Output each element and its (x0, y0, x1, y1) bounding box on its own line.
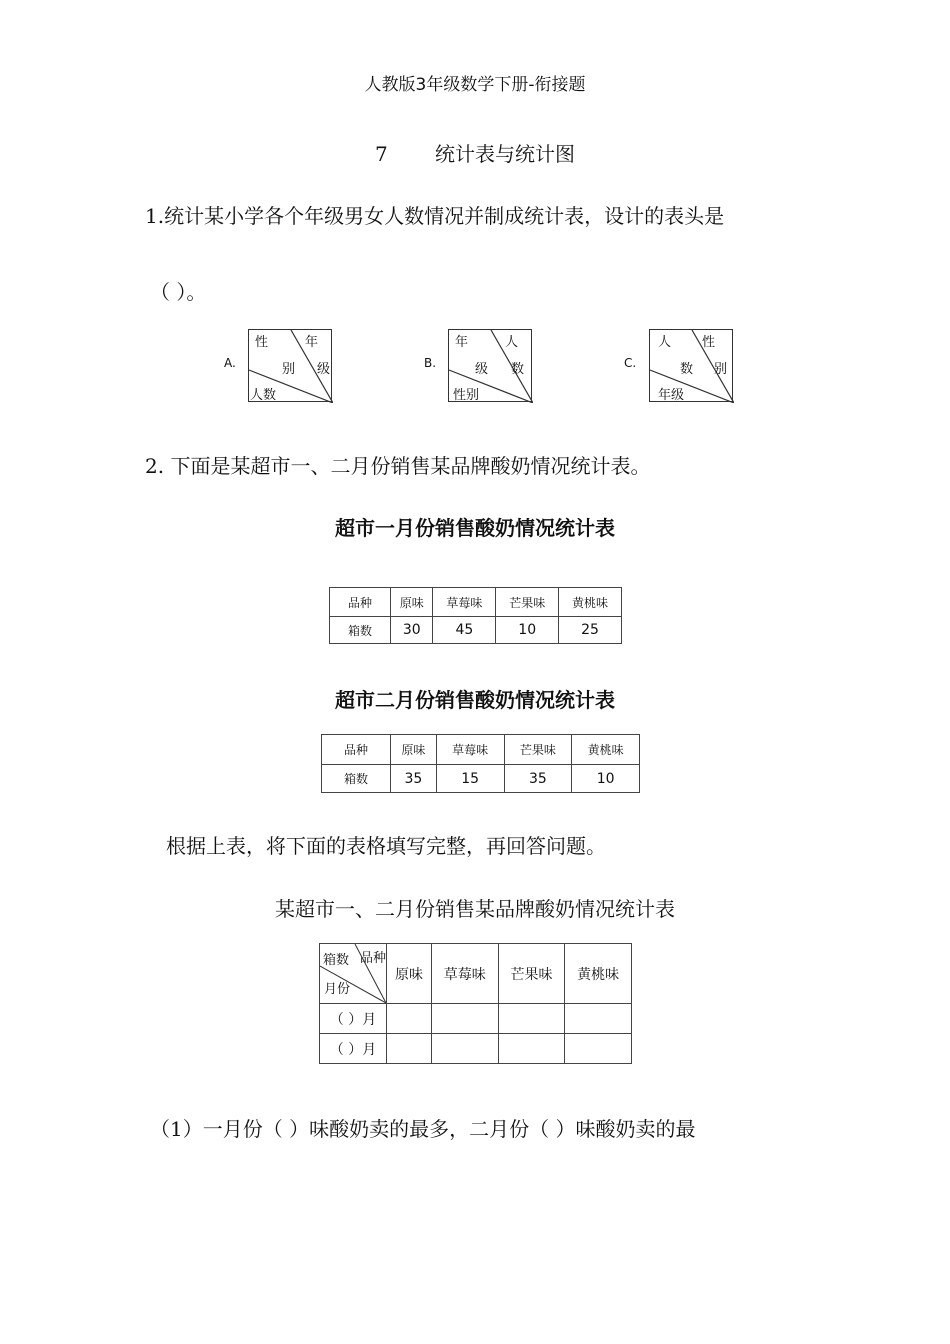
combined-month-label: （ ）月 (320, 1034, 387, 1064)
corner-top-right: 品种 (360, 951, 387, 966)
table-1-count-cell: 45 (433, 617, 496, 644)
option-b-header-box (448, 329, 532, 402)
page-header: 人教版3年级数学下册-衔接题 (364, 75, 586, 95)
table-2-title: 超市二月份销售酸奶情况统计表 (335, 688, 615, 712)
instruction-text: 根据上表，将下面的表格填写完整，再回答问题。 (166, 834, 606, 858)
section-number: 7 (375, 142, 388, 166)
corner-bottom: 月份 (324, 982, 351, 997)
option-a-label: A. (224, 356, 236, 370)
table-1-kind-label: 品种 (330, 588, 391, 617)
table-1-kind-cell: 原味 (391, 588, 433, 617)
option-a-header-box (248, 329, 332, 402)
table-1-count-cell: 30 (391, 617, 433, 644)
option-b-top-left: 年 (455, 335, 469, 350)
option-b-mid-right: 数 (511, 362, 525, 377)
section-heading (0, 138, 950, 167)
table-1-kind-cell: 草莓味 (433, 588, 496, 617)
table-1 (329, 587, 622, 644)
option-c-mid-left: 数 (680, 362, 694, 377)
option-b-label: B. (424, 356, 437, 370)
option-a-top-right: 年 (305, 335, 319, 350)
option-c-mid-right: 别 (714, 362, 728, 377)
option-a-mid-left: 别 (282, 362, 296, 377)
question-2-text: 2. 下面是某超市一、二月份销售某品牌酸奶情况统计表。 (145, 454, 651, 478)
combined-table-corner (320, 944, 387, 1004)
combined-kind-cell: 草莓味 (431, 944, 498, 1004)
option-b-bottom: 性别 (453, 388, 480, 403)
combined-empty-cell[interactable] (498, 1034, 565, 1064)
question-1-text: 1.统计某小学各个年级男女人数情况并制成统计表，设计的表头是 (145, 204, 725, 228)
option-b-mid-left: 级 (475, 362, 489, 377)
table-2-kind-cell: 原味 (391, 735, 437, 765)
table-2-kind-cell: 黄桃味 (572, 735, 640, 765)
table-1-count-label: 箱数 (330, 617, 391, 644)
combined-empty-cell[interactable] (565, 1034, 632, 1064)
table-2-count-label: 箱数 (322, 765, 391, 793)
table-2 (321, 734, 640, 793)
table-1-kind-cell: 芒果味 (496, 588, 559, 617)
combined-kind-cell: 原味 (387, 944, 432, 1004)
subquestion-1-text: （1）一月份（ ）味酸奶卖的最多，二月份（ ）味酸奶卖的最 (150, 1117, 696, 1141)
combined-empty-cell[interactable] (387, 1004, 432, 1034)
option-c-bottom: 年级 (658, 388, 685, 403)
combined-kind-cell: 芒果味 (498, 944, 565, 1004)
table-1-title: 超市一月份销售酸奶情况统计表 (335, 516, 615, 540)
corner-top-left: 箱数 (323, 953, 350, 968)
table-2-count-cell: 35 (391, 765, 437, 793)
option-a-mid-right: 级 (317, 362, 331, 377)
question-1-blank: （ ）。 (150, 280, 207, 304)
table-2-count-cell: 15 (436, 765, 504, 793)
combined-empty-cell[interactable] (431, 1034, 498, 1064)
table-2-count-cell: 10 (572, 765, 640, 793)
combined-empty-cell[interactable] (565, 1004, 632, 1034)
combined-table (319, 943, 632, 1064)
option-a-top-left: 性 (255, 335, 269, 350)
combined-month-label: （ ）月 (320, 1004, 387, 1034)
option-a-bottom: 人数 (250, 388, 277, 403)
table-2-kind-cell: 芒果味 (504, 735, 572, 765)
table-2-kind-cell: 草莓味 (436, 735, 504, 765)
table-1-kind-cell: 黄桃味 (559, 588, 622, 617)
table-1-count-cell: 25 (559, 617, 622, 644)
option-c-top-right: 性 (702, 335, 716, 350)
combined-table-title: 某超市一、二月份销售某品牌酸奶情况统计表 (275, 897, 675, 921)
table-2-count-cell: 35 (504, 765, 572, 793)
section-title: 统计表与统计图 (435, 142, 575, 166)
table-2-kind-label: 品种 (322, 735, 391, 765)
combined-empty-cell[interactable] (431, 1004, 498, 1034)
option-c-label: C. (624, 356, 637, 370)
option-b-top-right: 人 (505, 335, 519, 350)
combined-empty-cell[interactable] (498, 1004, 565, 1034)
table-1-count-cell: 10 (496, 617, 559, 644)
combined-empty-cell[interactable] (387, 1034, 432, 1064)
option-c-header-box (649, 329, 733, 402)
combined-kind-cell: 黄桃味 (565, 944, 632, 1004)
option-c-top-left: 人 (658, 335, 672, 350)
